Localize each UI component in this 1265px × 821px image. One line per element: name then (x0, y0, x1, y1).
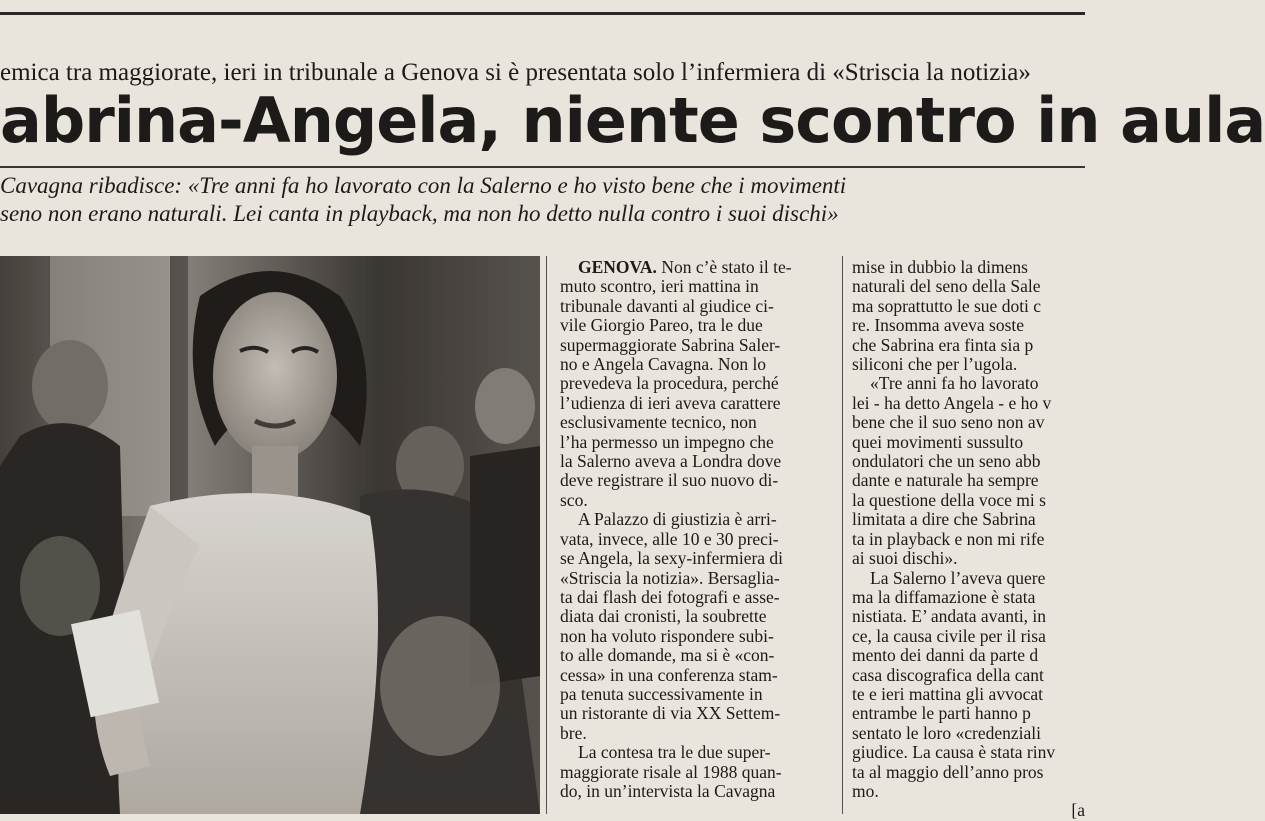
text-line: quei movimenti sussulto (852, 431, 1024, 452)
column-rule-1 (546, 256, 547, 814)
text-line: esclusivamente tecnico, non (560, 412, 757, 433)
text-line: prevedeva la procedura, perché (560, 373, 779, 394)
text-line: ta in playback e non mi rife (852, 528, 1045, 549)
text-line: cessa» in una conferenza stam- (560, 664, 778, 685)
text-line: muto scontro, ieri mattina in (560, 276, 759, 297)
headline-rule (0, 166, 1085, 168)
text-line: ta dai flash dei fotografi e asse- (560, 586, 780, 607)
news-photo (0, 256, 540, 814)
text-line: naturali del seno della Sale (852, 276, 1041, 297)
article-column-1 (560, 258, 830, 801)
text-line: ce, la causa civile per il risa (852, 625, 1046, 646)
text-line: la Salerno aveva a Londra dove (560, 451, 782, 472)
byline: [a (1071, 800, 1085, 821)
text-line: ma la diffamazione è stata (852, 586, 1036, 607)
text-line: supermaggiorate Sabrina Saler- (560, 334, 781, 355)
photo-illustration (0, 256, 540, 814)
text-line: la questione della voce mi s (852, 489, 1046, 510)
text-line: deve registrare il suo nuovo di- (560, 470, 779, 491)
text-line: diata dai cronisti, la soubrette (560, 606, 767, 627)
text-line: che Sabrina era finta sia p (852, 334, 1034, 355)
text-line: bene che il suo seno non av (852, 412, 1045, 433)
text-line: «Striscia la notizia». Bersaglia- (560, 567, 780, 588)
text-line: limitata a dire che Sabrina (852, 509, 1036, 530)
text-line: non ha voluto rispondere subi- (560, 625, 774, 646)
text-line: lei - ha detto Angela - e ho v (852, 392, 1052, 413)
text-line: bre. (560, 722, 587, 743)
text-line: mento dei danni da parte d (852, 645, 1039, 666)
text-line: l’udienza di ieri aveva carattere (560, 392, 781, 413)
text-line: se Angela, la sexy-infermiera di (560, 548, 784, 569)
text-line: A Palazzo di giustizia è arri- (578, 509, 777, 530)
text-line: tribunale davanti al giudice ci- (560, 295, 774, 316)
text-line: dante e naturale ha sempre (852, 470, 1039, 491)
headline: abrina-Angela, niente scontro in aula (0, 84, 1265, 157)
subhead-line-1: Cavagna ribadisce: «Tre anni fa ho lavorato con la Salerno e ho visto bene che i movimenti (0, 173, 847, 198)
text-line: ondulatori che un seno abb (852, 451, 1041, 472)
text-line: ma soprattutto le sue doti c (852, 295, 1042, 316)
text-line: sentato le loro «credenziali (852, 722, 1042, 743)
text-line: un ristorante di via XX Settem- (560, 703, 781, 724)
text-line: re. Insomma aveva soste (852, 315, 1025, 336)
article-column-2 (852, 258, 1085, 821)
text-line: siliconi che per l’ugola. (852, 354, 1018, 375)
text-line: giudice. La causa è stata rinv (852, 742, 1056, 763)
kicker-line: emica tra maggiorate, ieri in tribunale a Genova si è presentata solo l’infermiera di «Striscia la notizia» (0, 59, 1031, 86)
top-rule (0, 12, 1085, 15)
text-line: «Tre anni fa ho lavorato (870, 373, 1039, 394)
text-line: maggiorate risale al 1988 quan- (560, 761, 782, 782)
text-line: te e ieri mattina gli avvocat (852, 683, 1043, 704)
text-line: sco. (560, 489, 588, 510)
text-line: l’ha permesso un impegno che (560, 431, 774, 452)
text-line: La Salerno l’aveva quere (870, 567, 1046, 588)
subhead-line-2: seno non erano naturali. Lei canta in playback, ma non ho detto nulla contro i suoi dischi» (0, 201, 839, 226)
text-line: GENOVA. Non c’è stato il te- (578, 257, 792, 277)
text-line: vile Giorgio Pareo, tra le due (560, 315, 763, 336)
text-line: do, in un’intervista la Cavagna (560, 780, 776, 801)
text-line: pa tenuta successivamente in (560, 683, 763, 704)
column-rule-2 (842, 256, 843, 814)
text-line: entrambe le parti hanno p (852, 703, 1031, 724)
dateline: GENOVA. (578, 257, 657, 277)
text-line: no e Angela Cavagna. Non lo (560, 354, 767, 375)
text-line: vata, invece, alle 10 e 30 preci- (560, 528, 779, 549)
text-line: casa discografica della cant (852, 664, 1044, 685)
text-line: nistiata. E’ andata avanti, in (852, 606, 1047, 627)
text-line: to alle domande, ma si è «con- (560, 645, 775, 666)
text-line: mise in dubbio la dimens (852, 257, 1028, 277)
text-line: ai suoi dischi». (852, 548, 958, 569)
text-line: ta al maggio dell’anno pros (852, 761, 1044, 782)
text-line: La contesa tra le due super- (578, 742, 771, 763)
text-line: mo. (852, 780, 879, 801)
